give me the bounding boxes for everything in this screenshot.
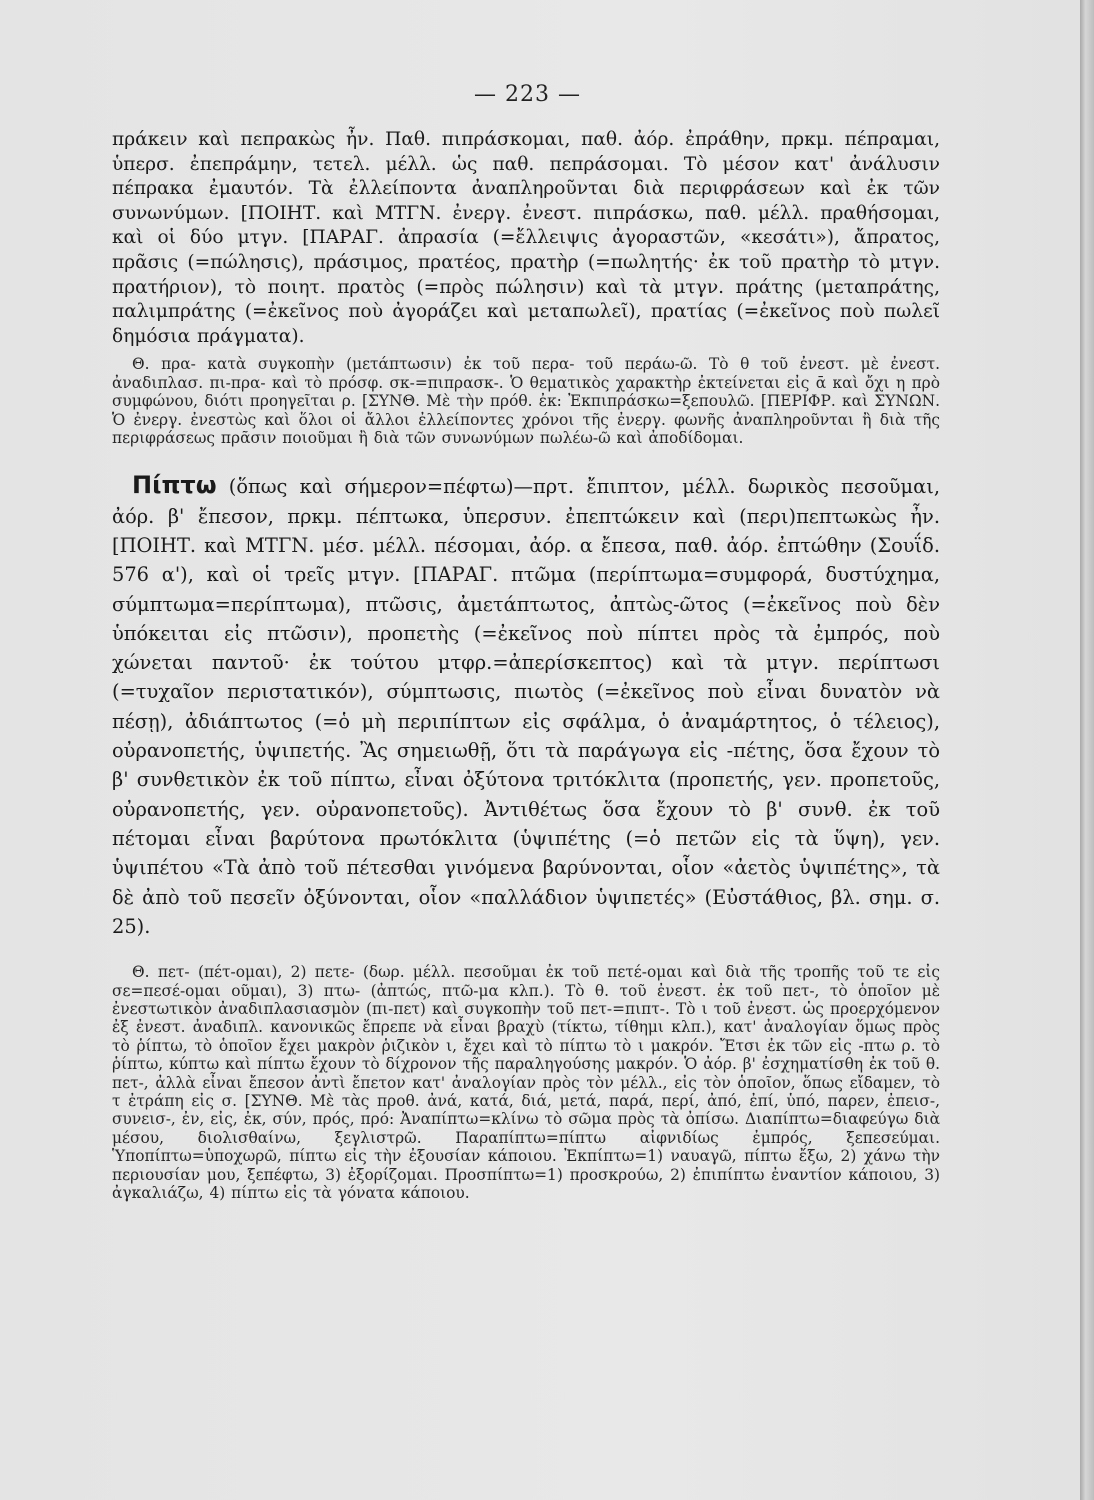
page-number: — 223 — xyxy=(474,82,581,107)
entry-pipto-text: (ὅπως καὶ σήμερον=πέφτω)—πρτ. ἔπιπτον, μέλλ. δωρικὸς πεσοῦμαι, ἀόρ. β' ἔπεσον, πρκμ. πέπτωκα, ὑπερσυν. ἐπεπτώκειν καὶ (περι)πεπτωκὼς ἦν. [ΠΟΙΗΤ. καὶ ΜΤΓΝ. μέσ. μέλλ. πέσομαι, ἀόρ. α ἔπεσα, παθ. ἀόρ. ἐπτώθην (Σουΐδ. 576 α'), καὶ οἱ τρεῖς μτγν. [ΠΑΡΑΓ. πτῶμα (περίπτωμα=συμφορά, δυστύχημα, σύμπτωμα=περίπτωμα), πτῶσις, ἀμετάπτωτος, ἀπτὼς-ῶτος (=ἐκεῖνος ποὺ δὲν ὑπόκειται εἰς πτῶσιν), προπετὴς (=ἐκεῖνος ποὺ πίπτει πρὸς τὰ ἐμπρός, ποὺ χώνεται παντοῦ· ἐκ τούτου μτφρ.=ἀπερίσκεπτος) καὶ τὰ μτγν. περίπτωσι (=τυχαῖον περιστατικόν), σύμπτωσις, πιωτὸς (=ἐκεῖνος ποὺ εἶναι δυνατὸν νὰ πέσῃ), ἀδιάπτωτος (=ὁ μὴ περιπίπτων εἰς σφάλμα, ὁ ἀναμάρτητος, ὁ τέλειος), οὐρανοπετής, ὑψιπετής. Ἂς σημειωθῇ, ὅτι τὰ παράγωγα εἰς -πέτης, ὅσα ἔχουν τὸ β' συνθετικὸν ἐκ τοῦ πίπτω, εἶναι ὀξύτονα τριτόκλιτα (προπετής, γεν. προπετοῦς, οὐρανοπετής, γεν. οὐρανοπετοῦς). Ἀντιθέτως ὅσα ἔχουν τὸ β' συνθ. ἐκ τοῦ πέτομαι εἶναι βαρύτονα πρωτόκλιτα (ὑψιπέτης (=ὁ πετῶν εἰς τὰ ὕψη), γεν. ὑψιπέτου «Τὰ ἀπὸ τοῦ πέτεσθαι γινόμενα βαρύνονται, οἷον «ἀετὸς ὑψιπέτης», τὰ δὲ ἀπὸ τοῦ πεσεῖν ὀξύνονται, οἷον «παλλάδιον ὑψιπετές» (Εὐστάθιος, βλ. σημ. σ. 25). xyxy=(112,475,940,938)
paragraph-piprasko-forms: πράκειν καὶ πεπρακὼς ἦν. Παθ. πιπράσκομαι, παθ. ἀόρ. ἐπράθην, πρκμ. πέπραμαι, ὑπερσ. ἐπεπράμην, τετελ. μέλλ. ὡς παθ. πεπράσομαι. Τὸ μέσον κατ' ἀνάλυσιν πέπρακα ἐμαυτόν. Τὰ ἐλλείποντα ἀναπληροῦνται διὰ περιφράσεων καὶ ἐκ τῶν συνωνύμων. [ΠΟΙΗΤ. καὶ ΜΤΓΝ. ἐνεργ. ἐνεστ. πιπράσκω, παθ. μέλλ. πραθήσομαι, καὶ οἱ δύο μτγν. [ΠΑΡΑΓ. ἀπρασία (=ἔλλειψις ἀγοραστῶν, «κεσάτι»), ἄπρατος, πρᾶσις (=πώλησις), πράσιμος, πρατέος, πρατὴρ (=πωλητής· ἐκ τοῦ πρατὴρ τὸ μτγν. πρατήριον), τὸ ποιητ. πρατὸς (=πρὸς πώλησιν) καὶ τὰ μτγν. πράτης (μεταπράτης, παλιμπράτης (=ἐκεῖνος ποὺ ἀγοράζει καὶ μεταπωλεῖ), πρατίας (=ἐκεῖνος ποὺ πωλεῖ δημόσια πράγματα). xyxy=(112,129,940,347)
page-edge xyxy=(1080,0,1094,1500)
page-body xyxy=(112,128,940,1202)
headword-pipto: Πίπτω xyxy=(132,471,217,500)
entry-pipto xyxy=(112,471,940,941)
note-piprasko-theme: Θ. πρα- κατὰ συγκοπὴν (μετάπτωσιν) ἐκ τοῦ περα- τοῦ περάω-ῶ. Τὸ θ τοῦ ἐνεστ. μὲ ἐνεστ. ἀναδιπλασ. πι-πρα- καὶ τὸ πρόσφ. σκ-=πιπρασκ-. Ὁ θεματικὸς χαρακτὴρ ἐκτείνεται εἰς ᾱ καὶ ὄχι η πρὸ συμφώνου, διότι προηγεῖται ρ. [ΣΥΝΘ. Μὲ τὴν πρόθ. ἐκ: Ἐκπιπράσκω=ξεπουλῶ. [ΠΕΡΙΦΡ. καὶ ΣΥΝΩΝ. Ὁ ἐνεργ. ἐνεστὼς καὶ ὅλοι οἱ ἄλλοι ἐλλείποντες χρόνοι τῆς ἐνεργ. φωνῆς ἀναπληροῦνται ἢ διὰ τῆς περιφράσεως πρᾶσιν ποιοῦμαι ἢ διὰ τῶν συνωνύμων πωλέω-ῶ καὶ ἀποδίδομαι. xyxy=(112,355,940,447)
note-pipto-theme: Θ. πετ- (πέτ-ομαι), 2) πετε- (δωρ. μέλλ. πεσοῦμαι ἐκ τοῦ πετέ-ομαι καὶ διὰ τῆς τροπῆς τοῦ τε εἰς σε=πεσέ-ομαι οῦμαι), 3) πτω- (ἀπτώς, πτῶ-μα κλπ.). Τὸ θ. τοῦ ἐνεστ. ἐκ τοῦ πετ-, τὸ ὁποῖον μὲ ἐνεστωτικὸν ἀναδιπλασιασμὸν (πι-πετ) καὶ συγκοπὴν τοῦ πετ-=πιπτ-. Τὸ ι τοῦ ἐνεστ. ὡς προερχόμενον ἐξ ἐνεστ. ἀναδιπλ. κανονικῶς ἔπρεπε νὰ εἶναι βραχὺ (τίκτω, τίθημι κλπ.), κατ' ἀναλογίαν ὅμως πρὸς τὸ ῥίπτω, τὸ ὁποῖον ἔχει μακρὸν ῥιζικὸν ι, ἔχει καὶ τὸ πίπτω τὸ ι μακρόν. Ἔτσι ἐκ τῶν εἰς -πτω ρ. τὸ ῥίπτω, κύπτω καὶ πίπτω ἔχουν τὸ δίχρονον τῆς παραληγούσης μακρόν. Ὁ ἀόρ. β' ἐσχηματίσθη ἐκ τοῦ θ. πετ-, ἀλλὰ εἶναι ἔπεσον ἀντὶ ἔπετον κατ' ἀναλογίαν πρὸς τὸν μέλλ., εἰς τὸν ὁποῖον, ὅπως εἴδαμεν, τὸ τ ἐτράπη εἰς σ. [ΣΥΝΘ. Μὲ τὰς προθ. ἀνά, κατά, διά, μετά, παρά, περί, ἀπό, ἐπί, ὑπό, παρεν, ἐπεισ-, συνεισ-, ἐν, εἰς, ἐκ, σύν, πρός, πρό: Ἀναπίπτω=κλίνω τὸ σῶμα πρὸς τὰ ὀπίσω. Διαπίπτω=διαφεύγω διὰ μέσου, διολισθαίνω, ξεγλιστρῶ. Παραπίπτω=πίπτω αἰφνιδίως ἐμπρός, ξεπεσεύμαι. Ὑποπίπτω=ὑποχωρῶ, πίπτω εἰς τὴν ἐξουσίαν κάποιου. Ἐκπίπτω=1) ναυαγῶ, πίπτω ἔξω, 2) χάνω τὴν περιουσίαν μου, ξεπέφτω, 3) ἐξορίζομαι. Προσπίπτω=1) προσκρούω, 2) ἐπιπίπτω ἐναντίον κάποιου, 3) ἀγκαλιάζω, 4) πίπτω εἰς τὰ γόνατα κάποιου. xyxy=(112,963,940,1202)
